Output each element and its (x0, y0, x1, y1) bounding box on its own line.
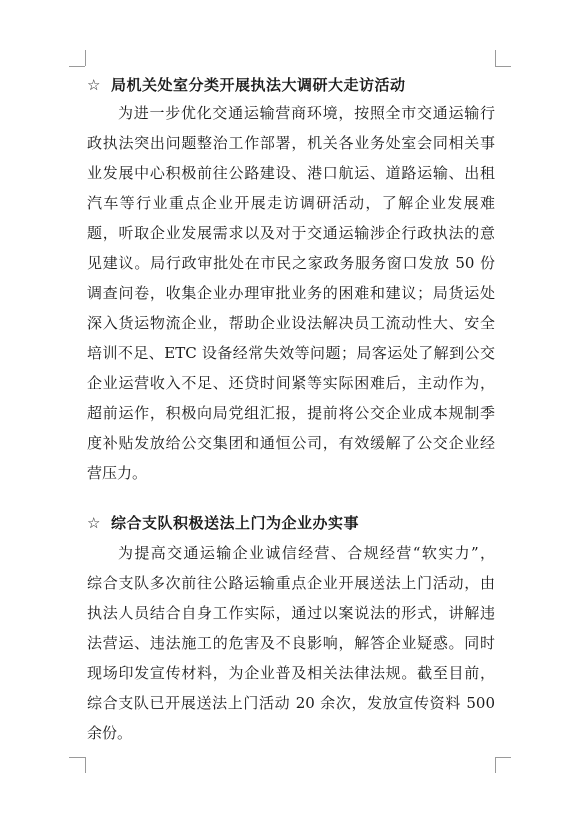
crop-mark-bottom-left-vertical (85, 757, 86, 773)
crop-mark-top-right-vertical (495, 50, 496, 66)
paragraph-line: 执法人员结合自身工作实际，通过以案说法的形式，讲解违 (87, 604, 495, 622)
crop-mark-bottom-right-vertical (495, 757, 496, 773)
paragraph-line: 深入货运物流企业，帮助企业设法解决员工流动性大、安全 (87, 314, 495, 332)
crop-mark-bottom-left-horizontal (69, 757, 85, 758)
paragraph-line: 为进一步优化交通运输营商环境，按照全市交通运输行 (118, 104, 495, 122)
paragraph-line: 法营运、违法施工的危害及不良影响，解答企业疑惑。同时 (87, 634, 495, 652)
paragraph-line: 调查问卷，收集企业办理审批业务的困难和建议；局货运处 (87, 284, 495, 302)
paragraph-line: 超前运作，积极向局党组汇报，提前将公交企业成本规制季 (87, 404, 495, 422)
crop-mark-top-right-horizontal (495, 66, 511, 67)
paragraph-line: 综合支队已开展送法上门活动 20 余次，发放宣传资料 500 (87, 694, 495, 712)
paragraph-line: 余份。 (87, 724, 133, 742)
paragraph-line: 业发展中心积极前往公路建设、港口航运、道路运输、出租 (87, 164, 495, 182)
crop-mark-bottom-right-horizontal (495, 757, 511, 758)
paragraph-line: 政执法突出问题整治工作部署，机关各业务处室会同相关事 (87, 134, 495, 152)
paragraph-line: 见建议。局行政审批处在市民之家政务服务窗口发放 50 份 (87, 254, 495, 272)
paragraph-line: 营压力。 (87, 464, 148, 482)
paragraph-line: 为提高交通运输企业诚信经营、合规经营“软实力”， (118, 544, 495, 562)
star-icon: ☆ (87, 514, 101, 532)
crop-mark-top-left-vertical (85, 50, 86, 66)
paragraph-line: 综合支队多次前往公路运输重点企业开展送法上门活动，由 (87, 574, 495, 592)
section-heading (87, 70, 406, 100)
crop-mark-top-left-horizontal (69, 66, 85, 67)
section-heading (87, 508, 359, 538)
paragraph-line: 现场印发宣传材料，为企业普及相关法律法规。截至目前， (87, 664, 495, 682)
paragraph-line: 企业运营收入不足、还贷时间紧等实际困难后，主动作为， (87, 374, 495, 392)
paragraph-line: 题，听取企业发展需求以及对于交通运输涉企行政执法的意 (87, 224, 495, 242)
section-title: 局机关处室分类开展执法大调研大走访活动 (111, 76, 406, 94)
section-title: 综合支队积极送法上门为企业办实事 (111, 514, 360, 532)
paragraph-line: 度补贴发放给公交集团和通恒公司，有效缓解了公交企业经 (87, 434, 495, 452)
paragraph-line: 汽车等行业重点企业开展走访调研活动，了解企业发展难 (87, 194, 495, 212)
paragraph-line: 培训不足、ETC 设备经常失效等问题；局客运处了解到公交 (87, 344, 495, 362)
star-icon: ☆ (87, 76, 101, 94)
